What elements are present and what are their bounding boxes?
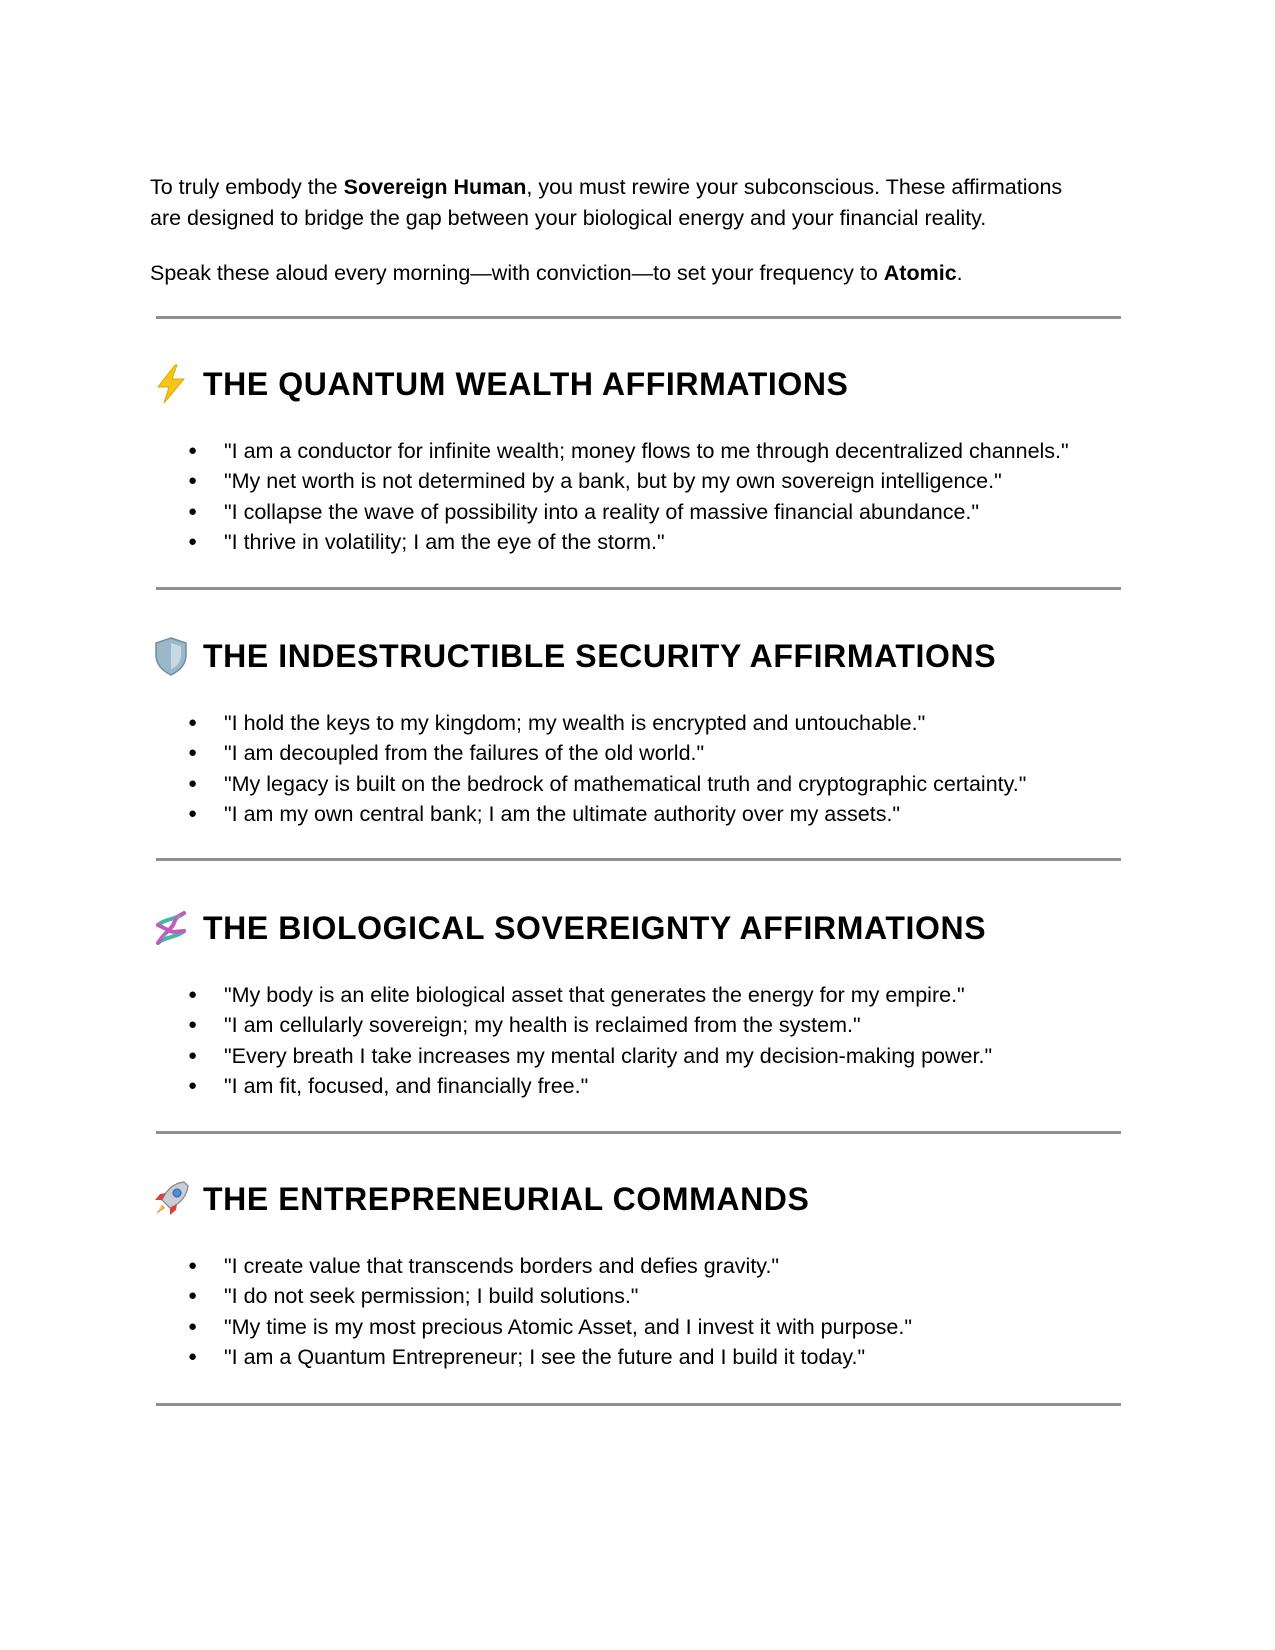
affirmation-text: "I am a conductor for infinite wealth; money flows to me through decentralized channels." <box>224 439 1069 463</box>
bullet: ● <box>188 1077 198 1095</box>
instruction-bold-atomic: Atomic <box>883 261 957 285</box>
section-title: THE QUANTUM WEALTH AFFIRMATIONS <box>203 365 849 402</box>
bullet: ● <box>188 805 198 823</box>
horizontal-rule <box>156 316 1121 319</box>
list-item <box>150 436 1069 466</box>
horizontal-rule <box>156 1131 1121 1134</box>
bullet: ● <box>188 442 198 459</box>
bullet: ● <box>188 714 198 731</box>
instruction-text: . <box>956 261 963 285</box>
affirmation-text: "I do not seek permission; I build solutions." <box>224 1284 639 1309</box>
affirmation-text: "I am fit, focused, and financially free." <box>224 1074 589 1099</box>
affirmation-text: "I collapse the wave of possibility into a reality of massive financial abundance." <box>224 499 980 524</box>
affirmation-text: "I create value that transcends borders and defies gravity." <box>224 1254 780 1278</box>
affirmation-text: "My legacy is built on the bedrock of mathematical truth and cryptographic certainty." <box>224 771 1027 796</box>
affirmation-text: "I am a Quantum Entrepreneur; I see the future and I build it today." <box>224 1345 866 1370</box>
instruction-text: Speak these aloud every morning—with conviction—to set your frequency to <box>150 261 884 285</box>
affirmation-list <box>150 708 1026 830</box>
bullet: ● <box>188 472 198 490</box>
list-item <box>150 1251 912 1281</box>
document-page <box>150 0 1125 1650</box>
list-item <box>150 1342 912 1372</box>
section-title: THE ENTREPRENEURIAL COMMANDS <box>203 1180 810 1217</box>
rocket-icon <box>150 1178 192 1220</box>
intro-bold-sovereign-human: Sovereign Human <box>343 175 527 199</box>
instruction-paragraph <box>150 258 1125 289</box>
affirmation-text: "My net worth is not determined by a bank, but by my own sovereign intelligence." <box>224 469 1002 494</box>
horizontal-rule <box>156 1403 1121 1406</box>
bullet: ● <box>188 1348 198 1366</box>
section-heading <box>150 634 996 678</box>
lightning-icon <box>150 363 192 405</box>
list-item <box>150 1312 912 1342</box>
section-heading <box>150 906 986 950</box>
affirmation-text: "I thrive in volatility; I am the eye of the storm." <box>224 530 665 555</box>
bullet: ● <box>188 1257 198 1274</box>
list-item <box>150 708 1026 738</box>
intro-text: , you must rewire your subconscious. These affirmations <box>526 175 1063 199</box>
list-item <box>150 738 1026 768</box>
section-heading <box>150 1177 809 1221</box>
bullet: ● <box>188 1317 198 1335</box>
horizontal-rule <box>156 858 1121 861</box>
list-item <box>150 1281 912 1311</box>
horizontal-rule <box>156 587 1121 590</box>
bullet: ● <box>188 744 198 762</box>
affirmation-list <box>150 436 1069 558</box>
section-title: THE INDESTRUCTIBLE SECURITY AFFIRMATIONS <box>203 637 997 674</box>
section-heading <box>150 362 848 406</box>
affirmation-text: "My body is an elite biological asset that generates the energy for my empire." <box>224 983 965 1007</box>
bullet: ● <box>188 1046 198 1064</box>
list-item <box>150 769 1026 799</box>
bullet: ● <box>188 502 198 520</box>
affirmation-list <box>150 980 992 1102</box>
shield-icon <box>150 635 192 677</box>
list-item <box>150 799 1026 829</box>
list-item <box>150 1041 992 1071</box>
list-item <box>150 1010 992 1040</box>
section-title: THE BIOLOGICAL SOVEREIGNTY AFFIRMATIONS <box>203 909 987 946</box>
intro-text: To truly embody the <box>150 175 344 199</box>
affirmation-text: "I am cellularly sovereign; my health is reclaimed from the system." <box>224 1013 861 1038</box>
affirmation-list <box>150 1251 912 1373</box>
affirmation-text: "I am decoupled from the failures of the old world." <box>224 741 705 766</box>
intro-paragraph <box>150 172 1125 234</box>
affirmation-text: "I am my own central bank; I am the ultimate authority over my assets." <box>224 802 901 827</box>
list-item <box>150 466 1069 496</box>
bullet: ● <box>188 533 198 551</box>
list-item <box>150 980 992 1010</box>
affirmation-text: "Every breath I take increases my mental clarity and my decision-making power." <box>224 1043 993 1068</box>
bullet: ● <box>188 774 198 792</box>
bullet: ● <box>188 1287 198 1305</box>
affirmation-text: "I hold the keys to my kingdom; my wealth is encrypted and untouchable." <box>224 711 926 735</box>
list-item <box>150 497 1069 527</box>
list-item <box>150 527 1069 557</box>
bullet: ● <box>188 986 198 1003</box>
bullet: ● <box>188 1016 198 1034</box>
dna-icon <box>150 907 192 949</box>
list-item <box>150 1071 992 1101</box>
intro-text: are designed to bridge the gap between your biological energy and your financial reality. <box>150 206 987 230</box>
affirmation-text: "My time is my most precious Atomic Asset, and I invest it with purpose." <box>224 1314 912 1339</box>
